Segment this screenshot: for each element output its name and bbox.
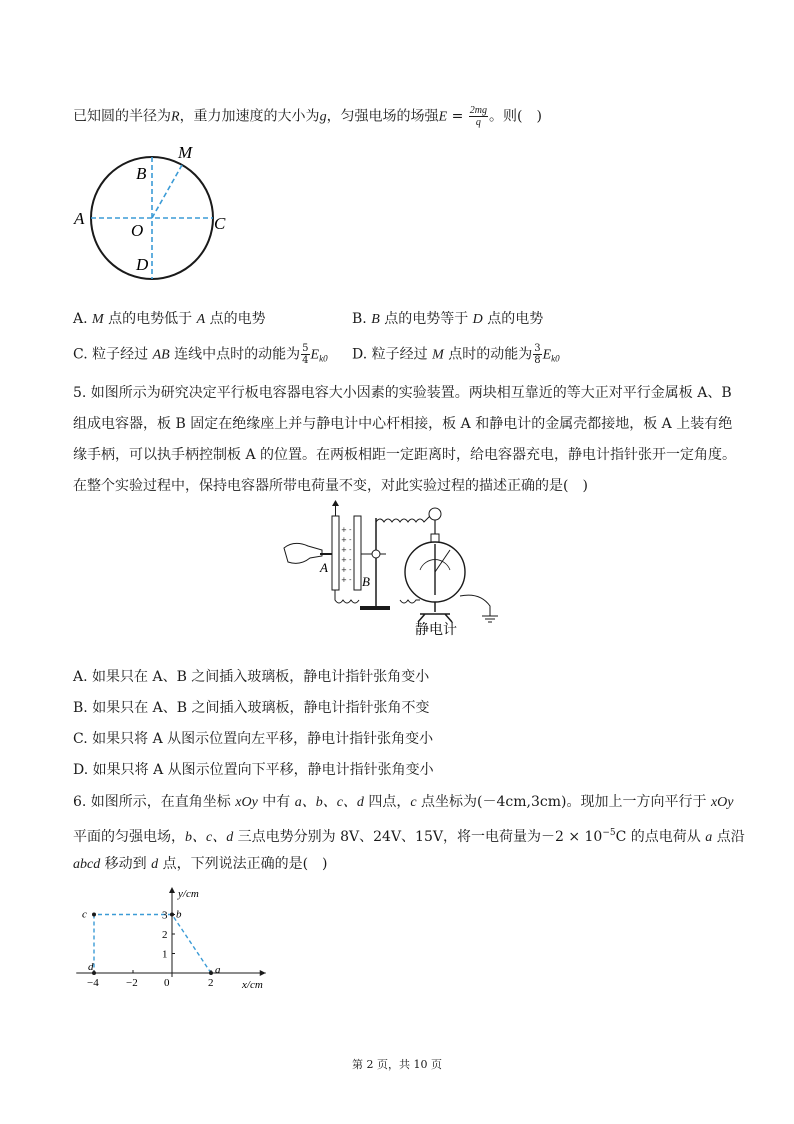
svg-text:+ -: + - [341,536,352,544]
y-tick-label: 2 [162,929,168,941]
y-axis-arrow [169,887,175,893]
x-axis-label: x/cm [242,979,263,991]
label-electroscope: 静电计 [415,622,457,638]
y-tick-label: 3 [162,909,168,922]
q6-stem-line-3: abcd 移动到 d 点，下列说法正确的是( ) [73,856,328,872]
y-tick-label: 1 [162,948,168,961]
label-A: A [74,209,85,228]
y-axis-label: y/cm [178,888,199,900]
label-D: D [136,255,149,274]
q4-stem-line: 已知圆的半径为R，重力加速度的大小为g，匀强电场的场强E = $\frac{2mg}{q}$ 。则( ) [73,105,542,128]
charges [341,526,352,584]
q4-option-d: D. 粒子经过 M 点时的动能为 $\frac{3}{8}$ $E_{k0}$ [352,343,560,366]
svg-text:+ -: + - [341,556,352,564]
q5-stem-line-2: 组成电容器，板 B 固定在绝缘座上并与静电计中心杆相接，板 A 和静电计的金属壳都接地，板 A 上装有绝 [73,416,733,432]
x-tick-label: 0 [164,977,170,989]
plate-b [354,516,361,590]
page-footer: 第 2 页，共 10 页 [352,1058,442,1071]
ground-wire [460,595,490,616]
q4-option-c: C. 粒子经过 AB 连线中点时的动能为 $\frac{5}{4}$ $E_{k0}$ [73,343,328,366]
svg-text:+ -: + - [341,576,352,584]
q6-stem-line-2: 平面的匀强电场，b、c、d 三点电势分别为 8V、24V、15V，将一电荷量为$-2 \times 10^{-5}C$ 的点电荷从 a 点沿 [73,828,745,845]
circle-figure [70,140,240,300]
point-label-b: b [176,908,182,921]
svg-text:+ -: + - [341,566,352,574]
label-plate-a: A [320,560,328,575]
x-tick-label: −4 [87,977,99,989]
q5-option-b: B. 如果只在 A、B 之间插入玻璃板，静电计指针张角不变 [73,700,430,716]
hand-icon [284,543,322,563]
point-label-d: d [88,961,94,973]
label-plate-b: B [362,574,370,589]
q5-stem-line-1: 5. 如图所示为研究决定平行板电容器电容大小因素的实验装置。两块相互靠近的等大正对平行金属板 A、B [73,385,732,401]
electroscope-knob [429,508,441,520]
point-label-c: c [82,908,87,921]
coordinate-chart [70,885,290,995]
q4-option-b: B. B 点的电势等于 D 点的电势 [352,311,544,327]
coil-wire-bottom [335,590,420,603]
coil-wire-top [376,516,430,522]
field-fraction: $\frac{2mg}{q}$ [469,105,487,128]
q6-stem-line-1: 6. 如图所示，在直角坐标 xOy 中有 a、b、c、d 四点，c 点坐标为(－4cm,3cm)。现加上一方向平行于 xOy [73,794,734,810]
q5-stem-line-3: 缘手柄，可以执手柄控制板 A 的位置。在两板相距一定距离时，给电容器充电，静电计指针张开一定角度。 [73,447,737,463]
q4-option-a: A. M 点的电势低于 A 点的电势 [73,311,266,327]
ground-icon [482,616,498,622]
x-axis-arrow [260,970,266,976]
svg-text:+ -: + - [341,526,352,534]
x-tick-label: −2 [126,977,138,989]
label-O: O [131,221,144,240]
path-segment-ab [172,915,211,974]
capacitor-apparatus-figure [280,500,520,640]
point-c [92,913,96,917]
label-B: B [136,164,147,183]
dashed-om [152,165,182,218]
label-C: C [214,214,226,233]
svg-text:+ -: + - [341,546,352,554]
point-label-a: a [215,964,221,976]
q5-option-d: D. 如果只将 A 从图示位置向下平移，静电计指针张角变小 [73,762,434,778]
label-M: M [178,143,193,162]
x-tick-label: 2 [208,977,214,989]
q5-stem-line-4: 在整个实验过程中，保持电容器所带电荷量不变，对此实验过程的描述正确的是( ) [73,478,588,494]
plate-a [332,516,339,590]
q5-option-c: C. 如果只将 A 从图示位置向左平移，静电计指针张角变小 [73,731,434,747]
q5-option-a: A. 如果只在 A、B 之间插入玻璃板，静电计指针张角变小 [73,669,430,685]
